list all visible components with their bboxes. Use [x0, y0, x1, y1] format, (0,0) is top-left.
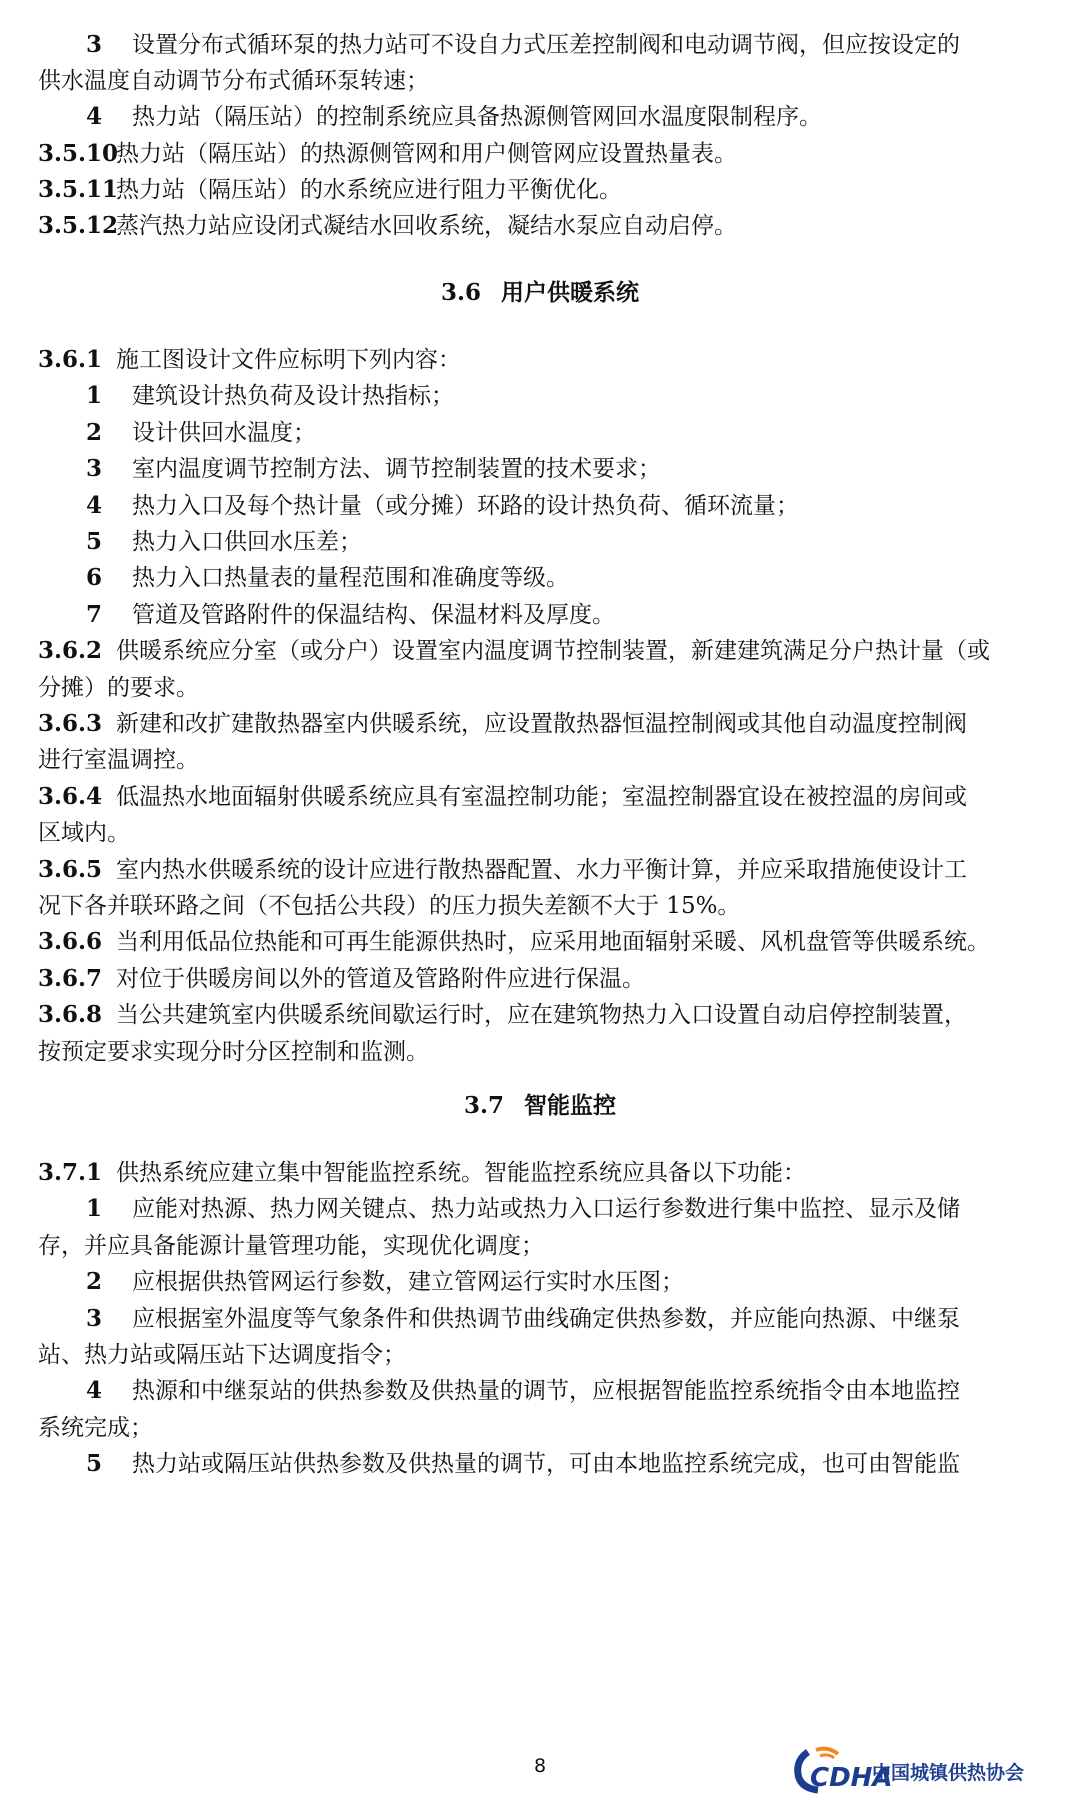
list-item-line — [38, 1376, 1050, 1406]
list-item-line — [38, 1449, 1050, 1479]
clause-line — [38, 1000, 1050, 1030]
section-number: 3.7 — [463, 1092, 504, 1119]
section-title: 智能监控 — [524, 1092, 616, 1119]
clause-number: 3.6.8 — [38, 1001, 103, 1029]
line-text: 施工图设计文件应标明下列内容： — [116, 347, 461, 373]
text-line-continued — [38, 1231, 1050, 1261]
line-text: 按预定要求实现分时分区控制和监测。 — [38, 1038, 429, 1065]
item-number: 3 — [86, 455, 103, 483]
section-heading-3-6 — [0, 278, 1080, 308]
clause-line — [38, 175, 1050, 205]
line-text: 应根据室外温度等气象条件和供热调节曲线确定供热参数，并应能向热源、中继泵 — [132, 1305, 960, 1332]
line-text: 当利用低品位热能和可再生能源供热时，应采用地面辐射采暖、风机盘管等供暖系统。 — [116, 929, 990, 956]
clause-number: 3.6.4 — [38, 782, 103, 810]
clause-line — [38, 1158, 1050, 1188]
line-text: 热力入口热量表的量程范围和准确度等级。 — [132, 565, 569, 592]
line-text: 存，并应具备能源计量管理功能，实现优化调度； — [38, 1232, 544, 1259]
line-text: 新建和改扩建散热器室内供暖系统，应设置散热器恒温控制阀或其他自动温度控制阀 — [116, 711, 967, 737]
line-text: 热力站（隔压站）的热源侧管网和用户侧管网应设置热量表。 — [116, 140, 737, 167]
logo-letters: CDHA — [810, 1763, 893, 1793]
clause-number: 3.5.12 — [38, 212, 119, 239]
clause-line — [38, 345, 1050, 375]
list-item-line — [38, 1194, 1050, 1224]
item-number: 5 — [86, 1450, 103, 1478]
clause-number: 3.6.2 — [38, 637, 103, 665]
line-text: 低温热水地面辐射供暖系统应具有室温控制功能；室温控制器宜设在被控温的房间或 — [116, 783, 967, 810]
clause-line — [38, 636, 1050, 666]
line-text: 室内温度调节控制方法、调节控制装置的技术要求； — [132, 456, 661, 483]
line-text: 况下各并联环路之间（不包括公共段）的压力损失差额不大于 15%。 — [38, 893, 741, 919]
clause-line — [38, 855, 1050, 885]
line-text: 当公共建筑室内供暖系统间歇运行时，应在建筑物热力入口设置自动启停控制装置， — [116, 1002, 967, 1029]
text-line-continued — [38, 891, 1050, 921]
text-line-continued — [38, 1413, 1050, 1443]
line-text: 热力站或隔压站供热参数及供热量的调节，可由本地监控系统完成，也可由智能监 — [132, 1451, 960, 1478]
item-number: 2 — [86, 1268, 103, 1296]
clause-number: 3.6.5 — [38, 855, 103, 883]
text-line-continued — [38, 673, 1050, 703]
text-line-continued — [38, 818, 1050, 848]
list-item-line — [38, 102, 1050, 132]
item-number: 5 — [86, 528, 103, 555]
list-item-line — [38, 454, 1050, 484]
line-text: 站、热力站或隔压站下达调度指令； — [38, 1342, 406, 1368]
line-text: 建筑设计热负荷及设计热指标； — [132, 383, 454, 410]
item-number: 4 — [86, 491, 103, 519]
list-item-line — [38, 600, 1050, 630]
line-text: 热力站（隔压站）的水系统应进行阻力平衡优化。 — [116, 176, 622, 203]
line-text: 热力入口及每个热计量（或分摊）环路的设计热负荷、循环流量； — [132, 492, 799, 519]
item-number: 3 — [86, 31, 103, 58]
line-text: 热力站（隔压站）的控制系统应具备热源侧管网回水温度限制程序。 — [132, 104, 822, 131]
list-item-line — [38, 527, 1050, 557]
list-item-line — [38, 418, 1050, 448]
item-number: 4 — [86, 103, 103, 131]
clause-line — [38, 139, 1050, 169]
item-number: 4 — [86, 1377, 103, 1405]
line-text: 应能对热源、热力网关键点、热力站或热力入口运行参数进行集中监控、显示及储 — [132, 1196, 960, 1223]
section-title: 用户供暖系统 — [501, 279, 639, 306]
logo-org-name: 中国城镇供热协会 — [872, 1762, 1025, 1784]
item-number: 1 — [86, 1195, 103, 1223]
text-line-continued — [38, 745, 1050, 775]
line-text: 供暖系统应分室（或分户）设置室内温度调节控制装置，新建建筑满足分户热计量（或 — [116, 638, 990, 665]
page-number: 8 — [533, 1755, 547, 1777]
clause-number: 3.7.1 — [38, 1159, 103, 1186]
line-text: 管道及管路附件的保温结构、保温材料及厚度。 — [132, 601, 615, 628]
clause-line — [38, 964, 1050, 994]
item-number: 3 — [86, 1304, 103, 1332]
line-text: 设计供回水温度； — [132, 419, 316, 446]
list-item-line — [38, 1267, 1050, 1297]
line-text: 应根据供热管网运行参数，建立管网运行实时水压图； — [132, 1269, 684, 1296]
text-line-continued — [38, 66, 1050, 96]
item-number: 1 — [86, 382, 103, 410]
clause-number: 3.6.7 — [38, 964, 103, 992]
clause-number: 3.5.11 — [38, 175, 119, 203]
line-text: 区域内。 — [38, 820, 130, 847]
line-text: 分摊）的要求。 — [38, 674, 199, 701]
clause-line — [38, 709, 1050, 739]
item-number: 7 — [86, 600, 103, 628]
clause-number: 3.5.10 — [38, 139, 119, 167]
list-item-line — [38, 30, 1050, 60]
text-line-continued — [38, 1037, 1050, 1067]
line-text: 热源和中继泵站的供热参数及供热量的调节，应根据智能监控系统指令由本地监控 — [132, 1378, 960, 1405]
list-item-line — [38, 491, 1050, 521]
clause-line — [38, 782, 1050, 812]
line-text: 系统完成； — [38, 1414, 153, 1441]
line-text: 对位于供暖房间以外的管道及管路附件应进行保温。 — [116, 965, 645, 992]
clause-line — [38, 927, 1050, 957]
line-text: 设置分布式循环泵的热力站可不设自力式压差控制阀和电动调节阀，但应按设定的 — [132, 32, 960, 58]
item-number: 2 — [86, 418, 103, 446]
line-text: 室内热水供暖系统的设计应进行散热器配置、水力平衡计算，并应采取措施使设计工 — [116, 856, 967, 883]
list-item-line — [38, 563, 1050, 593]
line-text: 蒸汽热力站应设闭式凝结水回收系统，凝结水泵应自动启停。 — [116, 213, 737, 239]
list-item-line — [38, 1304, 1050, 1334]
clause-line — [38, 211, 1050, 241]
list-item-line — [38, 381, 1050, 411]
section-number: 3.6 — [440, 279, 481, 306]
line-text: 供热系统应建立集中智能监控系统。智能监控系统应具备以下功能： — [116, 1160, 806, 1186]
item-number: 6 — [86, 564, 103, 592]
line-text: 热力入口供回水压差； — [132, 529, 362, 555]
clause-number: 3.6.3 — [38, 710, 103, 737]
clause-number: 3.6.6 — [38, 928, 103, 956]
line-text: 供水温度自动调节分布式循环泵转速； — [38, 68, 429, 95]
section-heading-3-7 — [0, 1091, 1080, 1121]
line-text: 进行室温调控。 — [38, 747, 199, 774]
text-line-continued — [38, 1340, 1050, 1370]
clause-number: 3.6.1 — [38, 346, 103, 373]
